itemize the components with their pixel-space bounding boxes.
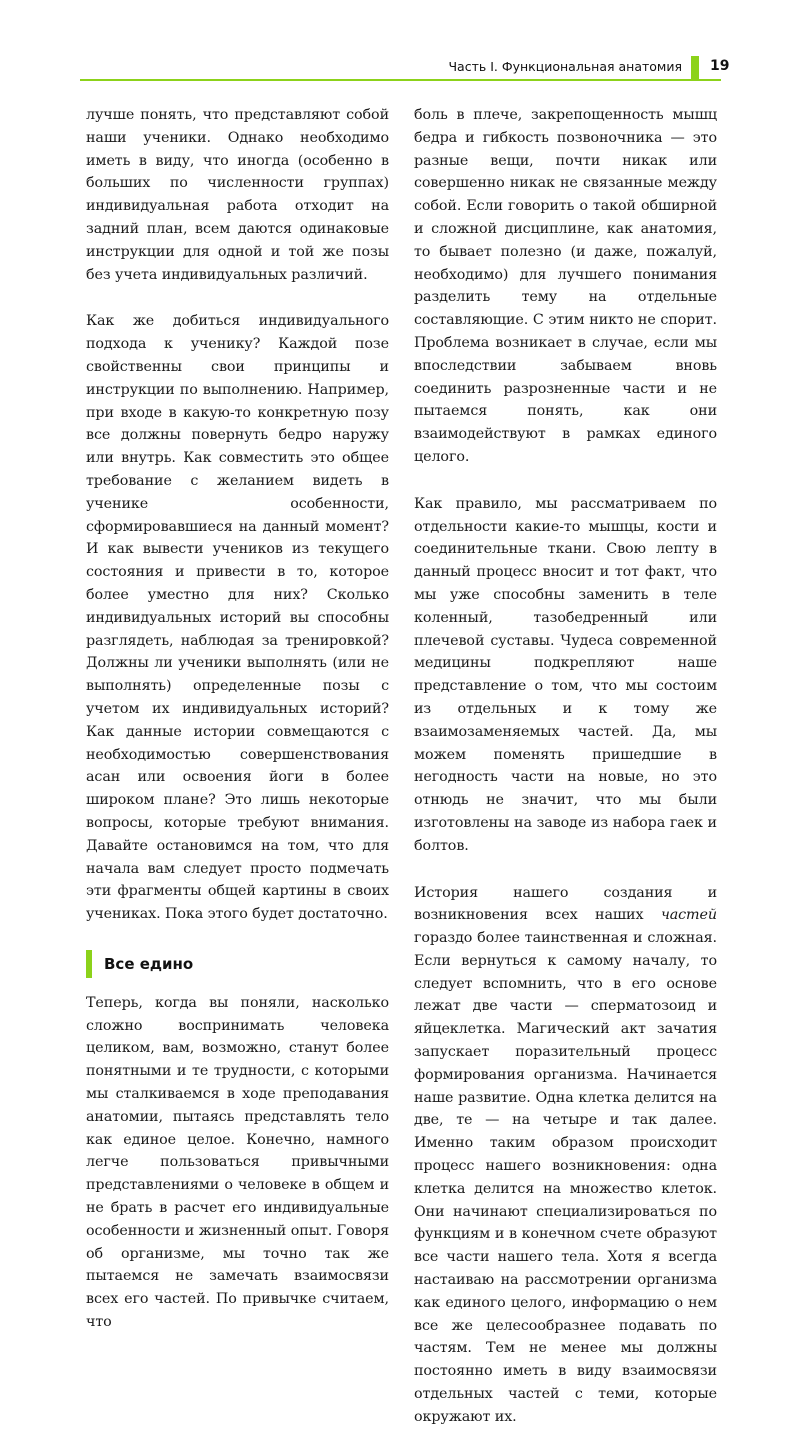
paragraph	[414, 882, 717, 1429]
section-accent-bar	[86, 950, 92, 978]
emphasis: частей	[660, 907, 717, 924]
right-column	[414, 104, 717, 1453]
paragraph-text: гораздо более таинственная и сложная. Если вернуться к самому началу, то следует вспомнить, что в его основе лежат две части — сперматозоид и яйцеклетка. Магический акт зачатия запускает поразительный процесс формирования организма. Начинается наше развитие. Одна клетка делится на две, те — на четыре и так далее. Именно таким образом происходит процесс нашего возникновения: одна клетка делится на множество клеток. Они начинают специализироваться по функциям и в конечном счете образуют все части нашего тела. Хотя я всегда настаиваю на рассмотрении организма как единого целого, информацию о нем все же целесообразнее подавать по частям. Тем не менее мы должны постоянно иметь в виду взаимосвязи отдельных частей с теми, которые окружают их.	[414, 930, 717, 1425]
paragraph-text: История нашего создания и возникновения всех наших	[414, 884, 717, 924]
header-accent-bar	[691, 56, 699, 80]
paragraph: боль в плече, закрепощенность мышц бедра и гибкость позвоночника — это разные вещи, почти никак или совершенно никак не связанные между собой. Если говорить о такой обширной и сложной дисциплине, как анатомия, то бывает полезно (и даже, пожалуй, необходимо) для лучшего понимания разделить тему на отдельные составляющие. С этим никто не спорит. Проблема возникает в случае, если мы впоследствии забываем вновь соединить разрозненные части и не пытаемся понять, как они взаимодействуют в рамках единого целого.	[414, 107, 717, 465]
paragraph: Как правило, мы рассматриваем по отдельности какие-то мышцы, кости и соединительные ткани. Свою лепту в данный процесс вносит и тот факт, что мы уже способны заменить в теле коленный, тазобедренный или плечевой суставы. Чудеса современной медицины подкрепляют наше представление о том, что мы состоим из отдельных и к тому же взаимозаменяемых частей. Да, мы можем поменять пришедшие в негодность части на новые, но это отнюдь не значит, что мы были изготовлены на заводе из набора гаек и болтов.	[414, 495, 717, 854]
paragraph: лучше понять, что представляют собой наши ученики. Однако необходимо иметь в виду, что иногда (особенно в больших по численности группах) индивидуальная работа отходит на задний план, всем даются одинаковые инструкции для одной и той же позы без учета индивидуальных различий.	[86, 107, 389, 283]
paragraph: Как же добиться индивидуального подхода к ученику? Каждой позе свойственны свои принципы и инструкции по выполнению. Например, при входе в какую-то конкретную позу все должны повернуть бедро наружу или внутрь. Как совместить это общее требование с желанием видеть в ученике особенности, сформировавшиеся на данный момент? И как вывести учеников из текущего состояния и привести в то, которое более уместно для них? Сколько индивидуальных историй вы способны разглядеть, наблюдая за тренировкой? Должны ли ученики выполнять (или не выполнять) определенные позы с учетом их индивидуальных историй? Как данные истории совмещаются с необходимостью совершенствования асан или освоения йоги в более широком плане? Это лишь некоторые вопросы, которые требуют внимания. Давайте остановимся на том, что для начала вам следует просто подмечать эти фрагменты общей картины в своих учениках. Пока этого будет достаточно.	[86, 313, 389, 923]
paragraph: Теперь, когда вы поняли, насколько сложно воспринимать человека целиком, вам, возможно, станут более понятными и те трудности, с которыми мы сталкиваемся в ходе преподавания анатомии, пытаясь представлять тело как единое целое. Конечно, намного легче пользоваться привычными представлениями о человеке в общем и не брать в расчет его индивидуальные особенности и жизненный опыт. Говоря об организме, мы точно так же пытаемся не замечать взаимосвязи всех его частей. По привычке считаем, что	[86, 994, 389, 1331]
header-rule	[80, 79, 721, 81]
left-column	[86, 104, 389, 1358]
page-number: 19	[710, 58, 730, 74]
section-heading	[86, 950, 389, 978]
running-title: Часть I. Функциональная анатомия	[448, 59, 682, 74]
section-title: Все едино	[104, 954, 194, 973]
